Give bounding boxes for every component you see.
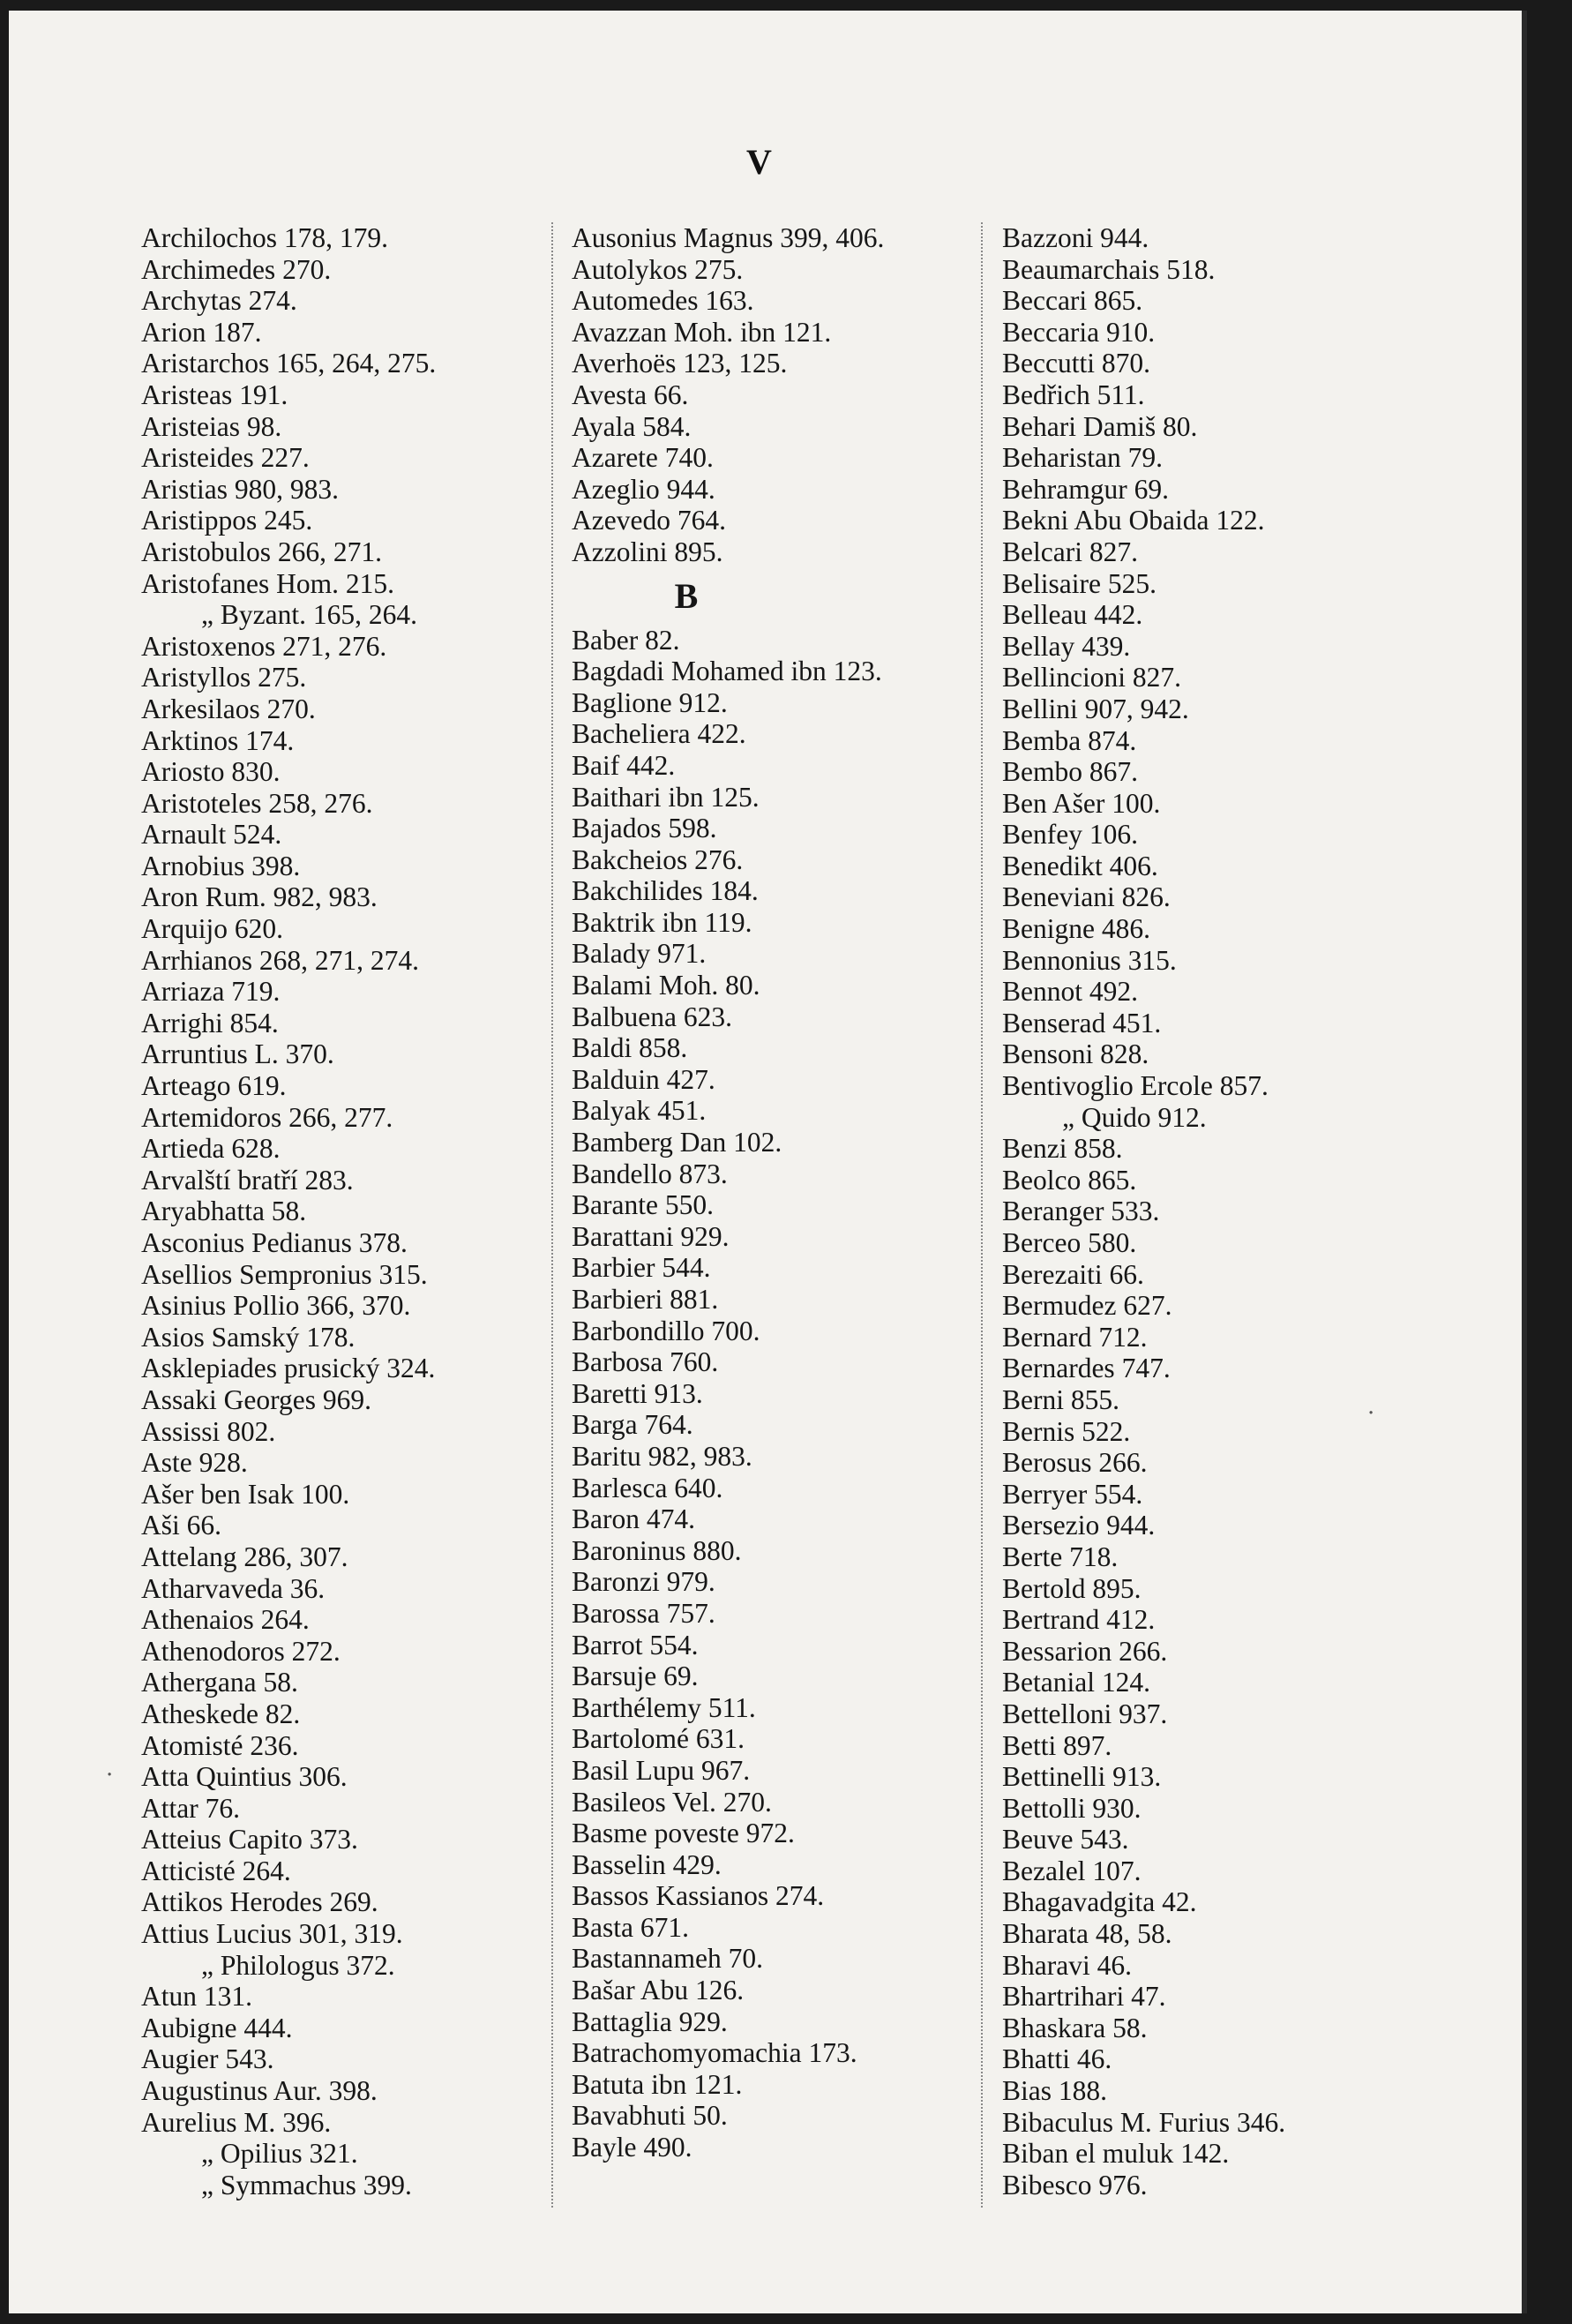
- index-entry: Automedes 163.: [572, 285, 754, 317]
- index-entry: Bandello 873.: [572, 1158, 728, 1189]
- index-entry: Assaki Georges 969.: [141, 1383, 372, 1415]
- index-entry: Aristippos 245.: [141, 505, 313, 536]
- index-entry: Beccaria 910.: [1002, 316, 1156, 348]
- index-entry: Arion 187.: [141, 316, 262, 348]
- index-entry: Arkesilaos 270.: [141, 693, 316, 724]
- index-entry: Beuve 543.: [1002, 1824, 1129, 1855]
- index-entry: Berezaiti 66.: [1002, 1258, 1144, 1290]
- index-entry: Bernis 522.: [1002, 1415, 1131, 1447]
- index-entry: Aristobulos 266, 271.: [141, 536, 383, 567]
- index-entry: Bertold 895.: [1002, 1572, 1142, 1604]
- index-entry: Bartolomé 631.: [572, 1723, 745, 1755]
- index-entry: Batuta ibn 121.: [572, 2068, 743, 2100]
- index-entry: Bettinelli 913.: [1002, 1761, 1162, 1793]
- index-entry: Bezalel 107.: [1002, 1855, 1142, 1886]
- index-entry: Baber 82.: [572, 624, 680, 656]
- index-entry: Basil Lupu 967.: [572, 1754, 751, 1786]
- index-entry: Bakcheios 276.: [572, 843, 744, 875]
- index-entry: Aristeias 98.: [141, 410, 282, 442]
- index-entry: Aristias 980, 983.: [141, 473, 339, 505]
- index-entry: Barsuje 69.: [572, 1661, 699, 1692]
- index-entry: Bayle 490.: [572, 2132, 692, 2163]
- index-entry: Atharvaveda 36.: [141, 1572, 326, 1604]
- index-entry: Bermudez 627.: [1002, 1290, 1172, 1322]
- index-entry: Aši 66.: [141, 1510, 222, 1541]
- index-entry: Bennot 492.: [1002, 976, 1138, 1008]
- index-entry: „ Opilius 321.: [201, 2138, 358, 2170]
- index-entry: „ Byzant. 165, 264.: [201, 599, 417, 631]
- index-entry: „ Quido 912.: [1062, 1101, 1207, 1133]
- index-entry: Atta Quintius 306.: [141, 1761, 348, 1793]
- index-entry: Aurelius M. 396.: [141, 2106, 332, 2138]
- index-entry: Baldi 858.: [572, 1032, 688, 1064]
- index-entry: Bellini 907, 942.: [1002, 693, 1189, 724]
- index-entry: Bazzoni 944.: [1002, 222, 1149, 253]
- index-entry: Arrhianos 268, 271, 274.: [141, 944, 419, 976]
- index-entry: Asklepiades prusický 324.: [141, 1353, 436, 1384]
- index-entry: Batrachomyomachia 173.: [572, 2037, 857, 2069]
- index-entry: Azeglio 944.: [572, 473, 715, 505]
- index-entry: Atticisté 264.: [141, 1855, 291, 1886]
- index-entry: Behari Damiš 80.: [1002, 410, 1198, 442]
- index-entry: Belcari 827.: [1002, 536, 1138, 567]
- index-entry: Avesta 66.: [572, 379, 689, 410]
- index-entry: Bacheliera 422.: [572, 718, 746, 750]
- index-entry: Balduin 427.: [572, 1063, 715, 1095]
- index-entry: Balbuena 623.: [572, 1001, 732, 1032]
- index-entry: Ben Ašer 100.: [1002, 787, 1161, 819]
- index-entry: Balyak 451.: [572, 1095, 707, 1127]
- index-entry: Barbieri 881.: [572, 1284, 719, 1315]
- index-entry: Benedikt 406.: [1002, 850, 1158, 881]
- index-entry: Bedřich 511.: [1002, 379, 1145, 410]
- index-entry: Bagdadi Mohamed ibn 123.: [572, 656, 882, 687]
- index-entry: Barbier 544.: [572, 1252, 711, 1284]
- index-entry: Battaglia 929.: [572, 2005, 728, 2037]
- index-entry: Bettolli 930.: [1002, 1792, 1142, 1824]
- index-entry: Betti 897.: [1002, 1729, 1112, 1761]
- index-entry: Asios Samský 178.: [141, 1321, 356, 1353]
- index-entry: Archimedes 270.: [141, 253, 332, 285]
- index-entry: Autolykos 275.: [572, 253, 744, 285]
- index-page: [9, 11, 1527, 2313]
- index-entry: Arteago 619.: [141, 1070, 287, 1102]
- index-entry: Bharavi 46.: [1002, 1949, 1132, 1981]
- index-entry: Atomisté 236.: [141, 1729, 299, 1761]
- index-entry: Belisaire 525.: [1002, 567, 1157, 599]
- index-entry: Arvalští bratří 283.: [141, 1164, 354, 1196]
- index-entry: Beolco 865.: [1002, 1164, 1137, 1196]
- column-divider-1: [551, 222, 562, 2208]
- index-entry: Bakchilides 184.: [572, 875, 759, 907]
- index-entry: Baktrik ibn 119.: [572, 906, 752, 938]
- index-entry: Bias 188.: [1002, 2075, 1108, 2107]
- index-entry: Bernardes 747.: [1002, 1353, 1171, 1384]
- index-entry: Bemba 874.: [1002, 724, 1137, 756]
- stray-mark: ·: [1367, 1400, 1375, 1427]
- index-entry: Bhaskara 58.: [1002, 2012, 1148, 2043]
- index-entry: Azevedo 764.: [572, 505, 726, 536]
- index-entry: Baretti 913.: [572, 1377, 703, 1409]
- index-entry: Asconius Pedianus 378.: [141, 1227, 408, 1258]
- index-entry: Berceo 580.: [1002, 1227, 1137, 1258]
- index-entry: Artemidoros 266, 277.: [141, 1101, 393, 1133]
- index-entry: Arquijo 620.: [141, 913, 283, 945]
- page-number: V: [746, 142, 772, 182]
- index-entry: Aristoteles 258, 276.: [141, 787, 373, 819]
- index-entry: Averhoës 123, 125.: [572, 348, 788, 379]
- index-entry: Avazzan Moh. ibn 121.: [572, 316, 832, 348]
- index-entry: Bharata 48, 58.: [1002, 1918, 1172, 1950]
- index-entry: Athenaios 264.: [141, 1604, 310, 1636]
- index-entry: Arrighi 854.: [141, 1007, 279, 1038]
- index-entry: Aristeides 227.: [141, 442, 310, 474]
- index-entry: Aubigne 444.: [141, 2012, 293, 2043]
- index-entry: Asinius Pollio 366, 370.: [141, 1290, 411, 1322]
- index-entry: Arktinos 174.: [141, 724, 295, 756]
- section-letter: B: [674, 575, 699, 616]
- index-entry: Arnault 524.: [141, 819, 282, 851]
- index-entry: Assissi 802.: [141, 1415, 276, 1447]
- index-entry: Bernard 712.: [1002, 1321, 1148, 1353]
- index-entry: Baritu 982, 983.: [572, 1440, 752, 1472]
- index-entry: Barlesca 640.: [572, 1472, 723, 1503]
- index-entry: Basta 671.: [572, 1911, 689, 1943]
- index-entry: Barga 764.: [572, 1409, 693, 1441]
- index-entry: Bhagavadgita 42.: [1002, 1886, 1197, 1918]
- index-entry: Attar 76.: [141, 1792, 240, 1824]
- index-entry: Atteius Capito 373.: [141, 1824, 358, 1855]
- index-entry: Bertrand 412.: [1002, 1604, 1156, 1636]
- index-entry: Berni 855.: [1002, 1383, 1119, 1415]
- index-entry: Bajados 598.: [572, 813, 717, 844]
- index-entry: Bentivoglio Ercole 857.: [1002, 1070, 1269, 1102]
- index-entry: Asellios Sempronius 315.: [141, 1258, 428, 1290]
- index-entry: Attius Lucius 301, 319.: [141, 1918, 403, 1950]
- index-entry: Aron Rum. 982, 983.: [141, 881, 378, 913]
- index-entry: Bessarion 266.: [1002, 1635, 1168, 1667]
- index-entry: Benigne 486.: [1002, 913, 1150, 945]
- index-entry: Basileos Vel. 270.: [572, 1786, 772, 1818]
- index-entry: Baithari ibn 125.: [572, 781, 760, 813]
- index-entry: Bhartrihari 47.: [1002, 1981, 1166, 2013]
- index-entry: Baglione 912.: [572, 686, 728, 718]
- index-entry: Beccutti 870.: [1002, 348, 1150, 379]
- index-entry: Beharistan 79.: [1002, 442, 1163, 474]
- index-entry: Beneviani 826.: [1002, 881, 1171, 913]
- index-entry: Bembo 867.: [1002, 756, 1138, 788]
- index-entry: Aristoxenos 271, 276.: [141, 630, 387, 662]
- index-entry: Atheskede 82.: [141, 1698, 301, 1729]
- index-entry: Benzi 858.: [1002, 1133, 1123, 1165]
- index-entry: Bavabhuti 50.: [572, 2100, 728, 2132]
- index-entry: Barattani 929.: [572, 1220, 730, 1252]
- index-entry: Barante 550.: [572, 1189, 714, 1221]
- index-entry: Barthélemy 511.: [572, 1691, 756, 1723]
- index-entry: Bastannameh 70.: [572, 1943, 763, 1975]
- index-entry: Arnobius 398.: [141, 850, 301, 881]
- index-entry: Artieda 628.: [141, 1133, 281, 1165]
- index-entry: Bassos Kassianos 274.: [572, 1880, 825, 1912]
- index-entry: Berosus 266.: [1002, 1447, 1148, 1479]
- index-entry: Betanial 124.: [1002, 1667, 1150, 1698]
- index-entry: Aristofanes Hom. 215.: [141, 567, 394, 599]
- index-entry: Bennonius 315.: [1002, 944, 1177, 976]
- index-entry: Arriaza 719.: [141, 976, 281, 1008]
- index-entry: Baif 442.: [572, 749, 676, 781]
- index-entry: Aryabhatta 58.: [141, 1196, 307, 1227]
- index-entry: „ Philologus 372.: [201, 1949, 395, 1981]
- index-entry: „ Symmachus 399.: [201, 2169, 412, 2200]
- index-entry: Benserad 451.: [1002, 1007, 1162, 1038]
- index-entry: Ayala 584.: [572, 410, 692, 442]
- index-entry: Bensoni 828.: [1002, 1038, 1149, 1070]
- index-entry: Barbosa 760.: [572, 1346, 719, 1378]
- index-entry: Barbondillo 700.: [572, 1315, 760, 1346]
- index-entry: Atun 131.: [141, 1981, 252, 2013]
- index-entry: Athenodoros 272.: [141, 1635, 341, 1667]
- index-entry: Augustinus Aur. 398.: [141, 2075, 378, 2107]
- index-entry: Archytas 274.: [141, 285, 297, 317]
- index-entry: Berryer 554.: [1002, 1478, 1143, 1510]
- index-entry: Bersezio 944.: [1002, 1510, 1156, 1541]
- index-entry: Beaumarchais 518.: [1002, 253, 1216, 285]
- index-entry: Bibesco 976.: [1002, 2169, 1148, 2200]
- index-entry: Augier 543.: [141, 2043, 274, 2075]
- index-entry: Benfey 106.: [1002, 819, 1138, 851]
- index-entry: Aristarchos 165, 264, 275.: [141, 348, 437, 379]
- index-entry: Behramgur 69.: [1002, 473, 1169, 505]
- index-entry: Berte 718.: [1002, 1541, 1119, 1572]
- index-entry: Archilochos 178, 179.: [141, 222, 388, 253]
- index-entry: Beranger 533.: [1002, 1196, 1160, 1227]
- index-entry: Athergana 58.: [141, 1667, 298, 1698]
- index-entry: Ariosto 830.: [141, 756, 281, 788]
- index-entry: Balami Moh. 80.: [572, 970, 760, 1001]
- index-entry: Ausonius Magnus 399, 406.: [572, 222, 885, 253]
- index-entry: Bhatti 46.: [1002, 2043, 1112, 2075]
- index-column-1: [141, 222, 547, 2200]
- index-column-3: [1002, 222, 1496, 2200]
- index-entry: Attikos Herodes 269.: [141, 1886, 378, 1918]
- index-entry: Barrot 554.: [572, 1629, 699, 1661]
- index-entry: Belleau 442.: [1002, 599, 1143, 631]
- index-entry: Attelang 286, 307.: [141, 1541, 348, 1572]
- index-entry: Azarete 740.: [572, 442, 714, 474]
- index-entry: Basme poveste 972.: [572, 1818, 795, 1849]
- index-entry: Bašar Abu 126.: [572, 1975, 745, 2006]
- index-entry: Baronzi 979.: [572, 1566, 715, 1598]
- index-entry: Aste 928.: [141, 1447, 248, 1479]
- index-entry: Biban el muluk 142.: [1002, 2138, 1230, 2170]
- stray-mark: ·: [106, 1762, 114, 1788]
- index-entry: Beccari 865.: [1002, 285, 1143, 317]
- index-entry: Bellay 439.: [1002, 630, 1131, 662]
- index-entry: Aristeas 191.: [141, 379, 288, 410]
- index-entry: Ašer ben Isak 100.: [141, 1478, 350, 1510]
- index-entry: Aristyllos 275.: [141, 662, 307, 693]
- index-entry: Bamberg Dan 102.: [572, 1127, 782, 1158]
- index-entry: Baron 474.: [572, 1503, 695, 1535]
- index-entry: Bibaculus M. Furius 346.: [1002, 2106, 1286, 2138]
- index-entry: Basselin 429.: [572, 1848, 722, 1880]
- index-entry: Bettelloni 937.: [1002, 1698, 1168, 1729]
- index-entry: Azzolini 895.: [572, 536, 723, 567]
- index-entry: Bellincioni 827.: [1002, 662, 1181, 693]
- index-entry: Bekni Abu Obaida 122.: [1002, 505, 1265, 536]
- index-entry: Baroninus 880.: [572, 1534, 742, 1566]
- column-divider-2: [981, 222, 992, 2208]
- index-column-2: [572, 222, 977, 2163]
- index-entry: Barossa 757.: [572, 1597, 715, 1629]
- index-entry: Arruntius L. 370.: [141, 1038, 334, 1070]
- index-entry: Balady 971.: [572, 938, 707, 970]
